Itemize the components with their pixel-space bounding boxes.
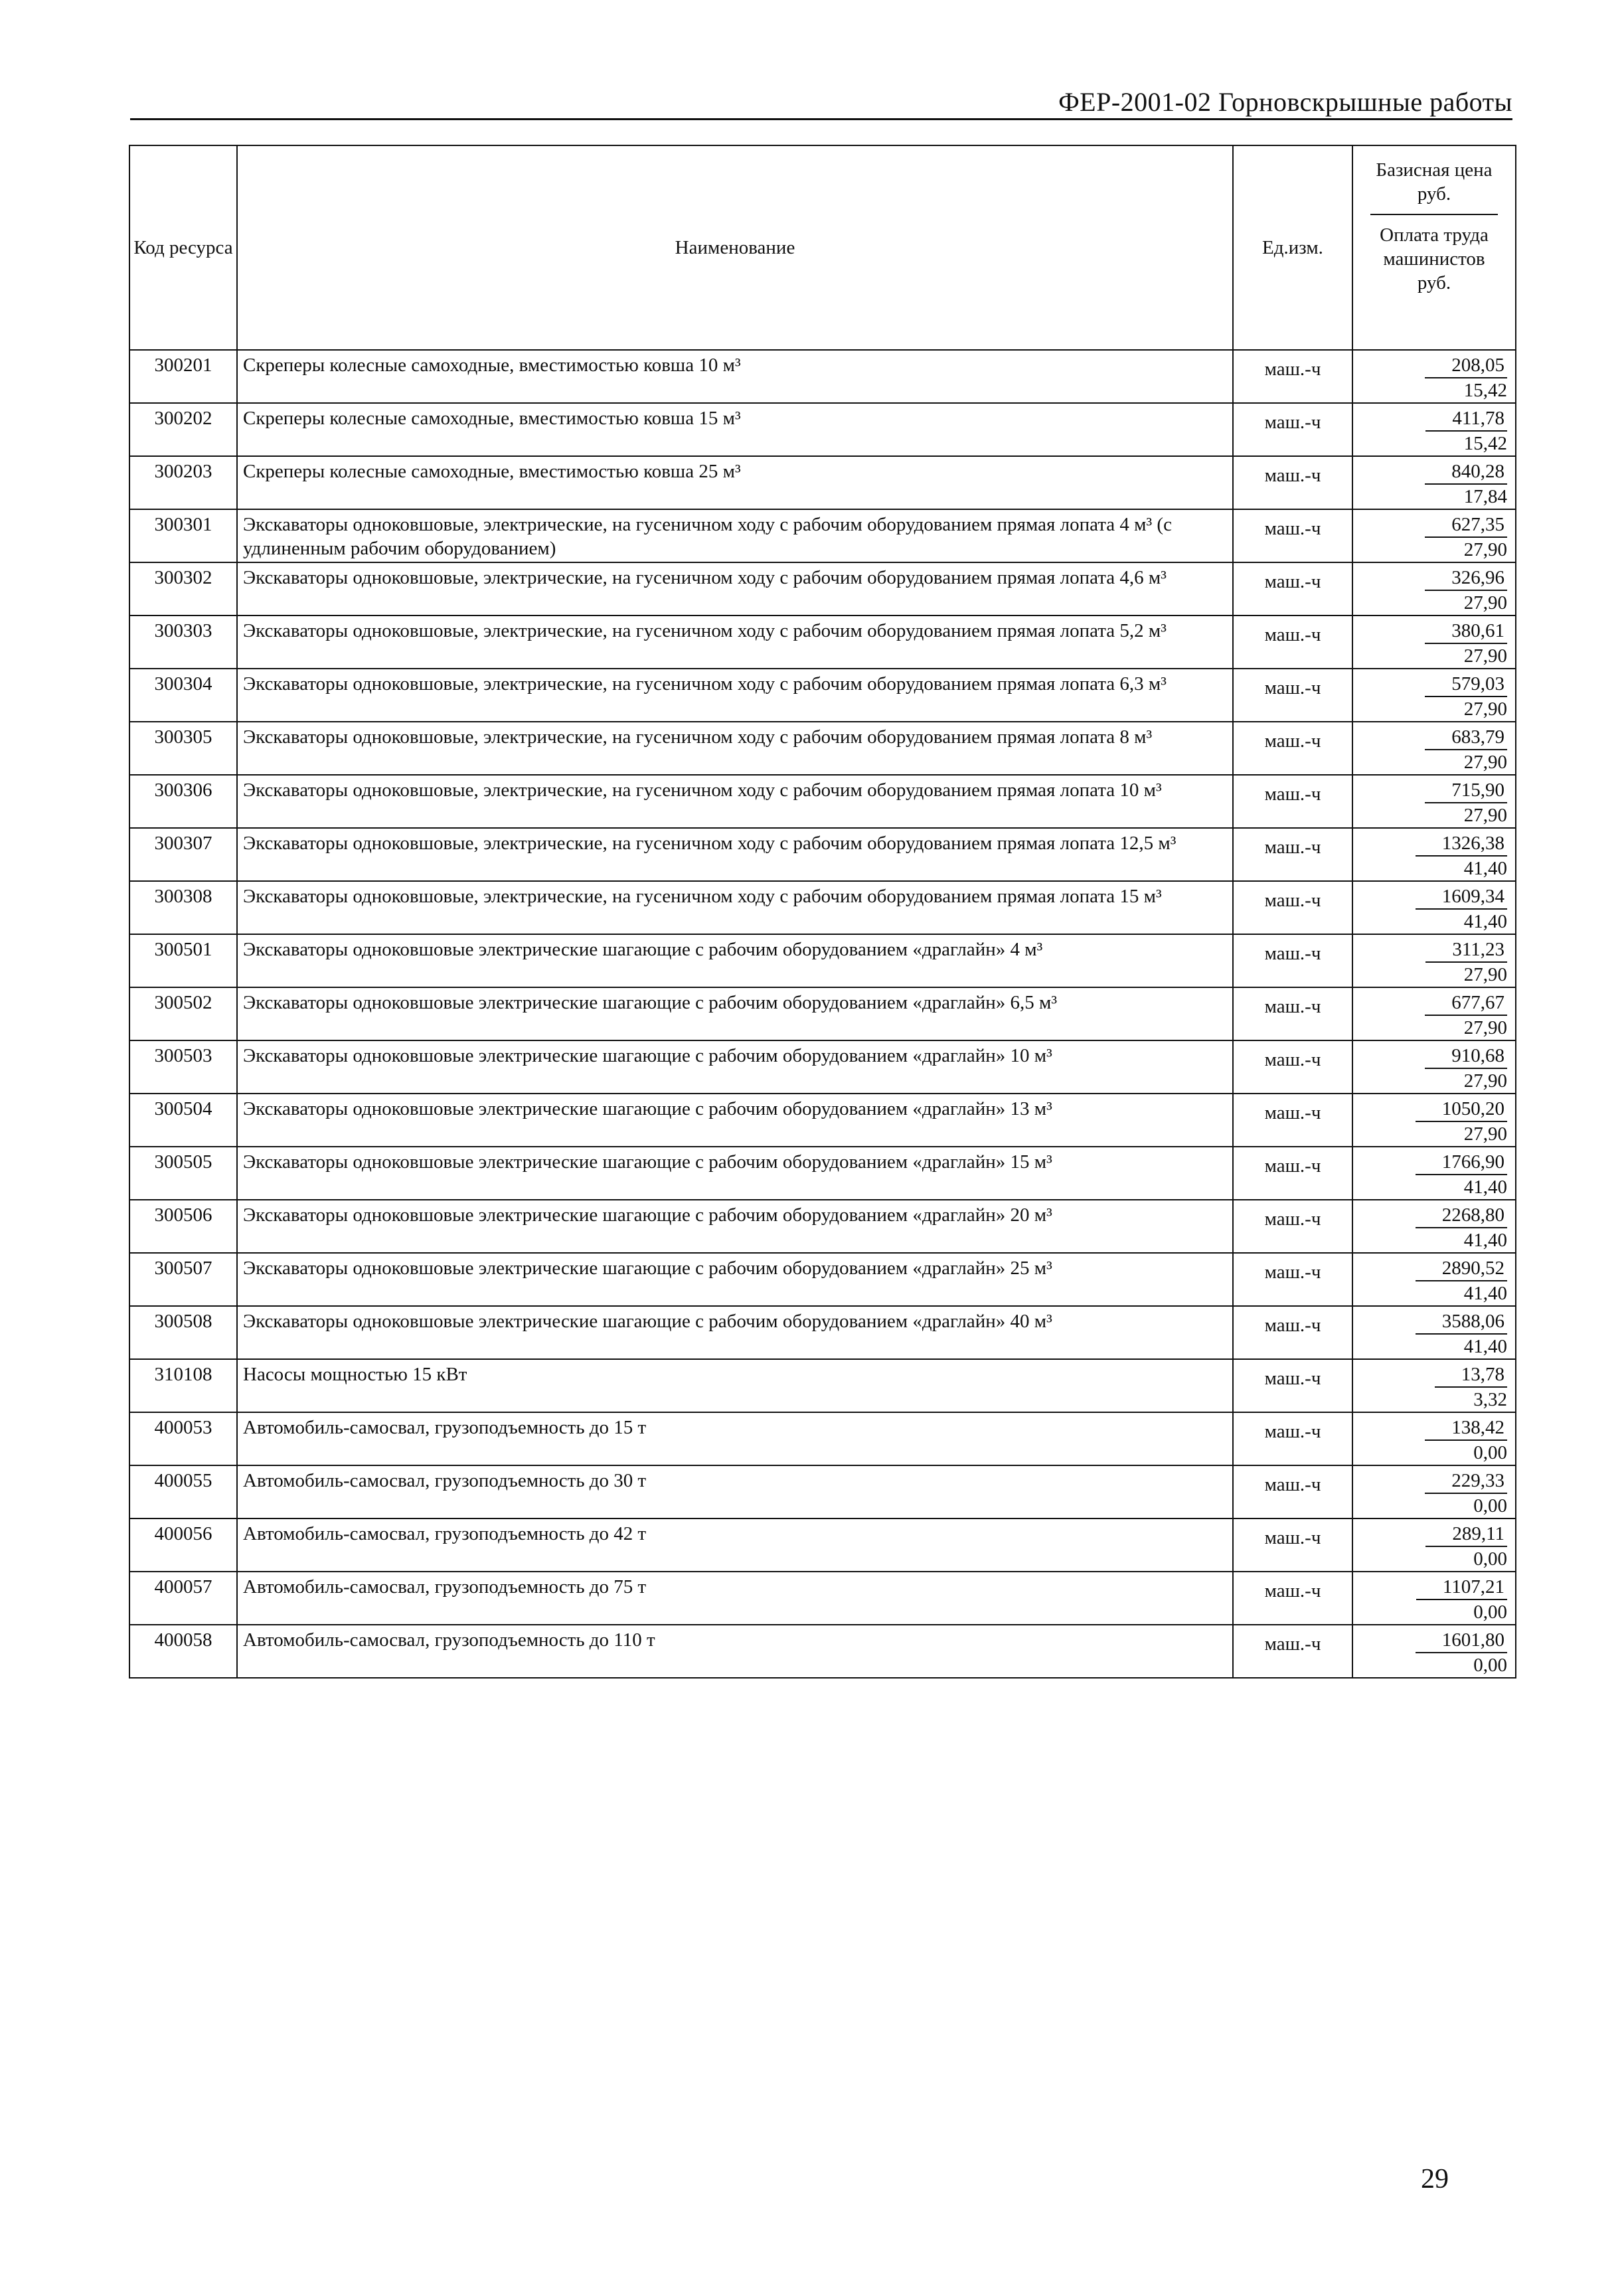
resource-unit: маш.-ч — [1233, 1625, 1352, 1678]
resource-code: 400053 — [129, 1412, 237, 1465]
resource-code: 400055 — [129, 1465, 237, 1518]
header-divider — [130, 118, 1512, 120]
document-header-title: ФЕР-2001-02 Горновскрышные работы — [1058, 87, 1512, 117]
resource-code: 300505 — [129, 1147, 237, 1200]
header-price-labor: Оплата труда машинистов руб. — [1380, 224, 1489, 293]
price-base-value: 3588,06 — [1416, 1309, 1507, 1335]
price-labor-value: 27,90 — [1463, 805, 1507, 826]
price-base-value: 1601,80 — [1416, 1628, 1507, 1653]
resource-code: 300303 — [129, 615, 237, 669]
resource-code: 300502 — [129, 987, 237, 1040]
resource-code: 300504 — [129, 1094, 237, 1147]
resource-name: Экскаваторы одноковшовые электрические шагающие с рабочим оборудованием «драглайн» 4 м³ — [237, 934, 1233, 987]
table-row — [129, 1200, 1516, 1253]
header-price — [1352, 145, 1516, 350]
price-labor-value: 27,90 — [1463, 1123, 1507, 1145]
price-base-value: 1326,38 — [1416, 831, 1507, 857]
resource-name: Автомобиль-самосвал, грузоподъемность до 110 т — [237, 1625, 1233, 1678]
price-base-value: 627,35 — [1425, 513, 1507, 538]
price-base-value: 840,28 — [1425, 459, 1507, 485]
table-row — [129, 1625, 1516, 1678]
resource-name: Скреперы колесные самоходные, вместимостью ковша 15 м³ — [237, 403, 1233, 456]
table-row — [129, 350, 1516, 403]
price-labor-value: 41,40 — [1463, 911, 1507, 932]
table-row — [129, 722, 1516, 775]
price-base-value: 2268,80 — [1416, 1203, 1507, 1228]
resource-code: 300304 — [129, 669, 237, 722]
resource-price — [1352, 1518, 1516, 1572]
resource-unit: маш.-ч — [1233, 562, 1352, 615]
price-base-value: 208,05 — [1425, 353, 1507, 378]
resource-name: Автомобиль-самосвал, грузоподъемность до 30 т — [237, 1465, 1233, 1518]
resource-price — [1352, 1306, 1516, 1359]
resource-unit: маш.-ч — [1233, 1359, 1352, 1412]
price-labor-value: 41,40 — [1463, 1283, 1507, 1304]
resource-code: 300501 — [129, 934, 237, 987]
resource-price — [1352, 1147, 1516, 1200]
table-row — [129, 1147, 1516, 1200]
resource-code: 300306 — [129, 775, 237, 828]
resource-code: 300201 — [129, 350, 237, 403]
price-labor-value: 27,90 — [1463, 752, 1507, 773]
table-row — [129, 775, 1516, 828]
resource-code: 300202 — [129, 403, 237, 456]
header-unit: Ед.изм. — [1233, 145, 1352, 350]
price-labor-value: 41,40 — [1463, 858, 1507, 879]
resource-price — [1352, 1040, 1516, 1094]
resource-price — [1352, 1200, 1516, 1253]
price-labor-value: 41,40 — [1463, 1336, 1507, 1357]
resource-unit: маш.-ч — [1233, 1040, 1352, 1094]
resource-unit: маш.-ч — [1233, 403, 1352, 456]
table-row — [129, 987, 1516, 1040]
resource-name: Экскаваторы одноковшовые электрические шагающие с рабочим оборудованием «драглайн» 6,5 м³ — [237, 987, 1233, 1040]
table-row — [129, 615, 1516, 669]
header-name: Наименование — [237, 145, 1233, 350]
price-base-value: 1050,20 — [1416, 1097, 1507, 1122]
resource-unit: маш.-ч — [1233, 615, 1352, 669]
resource-unit: маш.-ч — [1233, 456, 1352, 509]
table-row — [129, 509, 1516, 562]
price-labor-value: 15,42 — [1463, 380, 1507, 401]
resource-code: 310108 — [129, 1359, 237, 1412]
resource-unit: маш.-ч — [1233, 1465, 1352, 1518]
resource-price — [1352, 934, 1516, 987]
resource-code: 300308 — [129, 881, 237, 934]
resource-name: Экскаваторы одноковшовые электрические шагающие с рабочим оборудованием «драглайн» 15 м³ — [237, 1147, 1233, 1200]
resource-name: Скреперы колесные самоходные, вместимостью ковша 25 м³ — [237, 456, 1233, 509]
resource-price — [1352, 1625, 1516, 1678]
resource-code: 400058 — [129, 1625, 237, 1678]
price-labor-value: 27,90 — [1463, 1017, 1507, 1038]
resource-unit: маш.-ч — [1233, 987, 1352, 1040]
resource-price — [1352, 1412, 1516, 1465]
header-price-base: Базисная цена руб. — [1370, 158, 1498, 215]
price-base-value: 229,33 — [1425, 1469, 1507, 1494]
resource-name: Экскаваторы одноковшовые, электрические, на гусеничном ходу с рабочим оборудованием прямая лопата 4,6 м³ — [237, 562, 1233, 615]
resource-price — [1352, 403, 1516, 456]
resource-price — [1352, 562, 1516, 615]
resource-unit: маш.-ч — [1233, 1094, 1352, 1147]
price-base-value: 579,03 — [1425, 672, 1507, 697]
price-base-value: 683,79 — [1425, 725, 1507, 750]
resource-price — [1352, 509, 1516, 562]
resource-name: Скреперы колесные самоходные, вместимостью ковша 10 м³ — [237, 350, 1233, 403]
price-labor-value: 41,40 — [1463, 1230, 1507, 1251]
price-base-value: 1107,21 — [1416, 1575, 1507, 1600]
resource-price — [1352, 987, 1516, 1040]
resource-name: Экскаваторы одноковшовые, электрические, на гусеничном ходу с рабочим оборудованием прямая лопата 4 м³ (с удлиненным рабочим оборудованием) — [237, 509, 1233, 562]
resource-code: 300503 — [129, 1040, 237, 1094]
price-base-value: 289,11 — [1425, 1522, 1507, 1547]
resource-price — [1352, 1572, 1516, 1625]
resource-name: Автомобиль-самосвал, грузоподъемность до 15 т — [237, 1412, 1233, 1465]
resource-unit: маш.-ч — [1233, 1253, 1352, 1306]
resource-price — [1352, 828, 1516, 881]
resource-unit: маш.-ч — [1233, 775, 1352, 828]
price-base-value: 311,23 — [1425, 938, 1507, 963]
price-base-value: 411,78 — [1425, 406, 1507, 432]
price-labor-value: 27,90 — [1463, 1070, 1507, 1092]
resource-name: Экскаваторы одноковшовые, электрические, на гусеничном ходу с рабочим оборудованием прямая лопата 8 м³ — [237, 722, 1233, 775]
page-number: 29 — [1421, 2164, 1449, 2194]
resource-unit: маш.-ч — [1233, 1200, 1352, 1253]
resource-price — [1352, 775, 1516, 828]
table-row — [129, 1518, 1516, 1572]
table-row — [129, 881, 1516, 934]
resource-name: Экскаваторы одноковшовые электрические шагающие с рабочим оборудованием «драглайн» 25 м³ — [237, 1253, 1233, 1306]
price-labor-value: 0,00 — [1473, 1495, 1507, 1517]
resource-name: Экскаваторы одноковшовые, электрические, на гусеничном ходу с рабочим оборудованием прямая лопата 15 м³ — [237, 881, 1233, 934]
price-labor-value: 41,40 — [1463, 1177, 1507, 1198]
resource-price — [1352, 1359, 1516, 1412]
table-header-row — [129, 145, 1516, 350]
resource-name: Экскаваторы одноковшовые электрические шагающие с рабочим оборудованием «драглайн» 40 м³ — [237, 1306, 1233, 1359]
table-row — [129, 669, 1516, 722]
resource-name: Экскаваторы одноковшовые электрические шагающие с рабочим оборудованием «драглайн» 10 м³ — [237, 1040, 1233, 1094]
resource-unit: маш.-ч — [1233, 669, 1352, 722]
price-labor-value: 27,90 — [1463, 964, 1507, 985]
price-labor-value: 0,00 — [1473, 1548, 1507, 1570]
resource-code: 300506 — [129, 1200, 237, 1253]
resource-code: 300301 — [129, 509, 237, 562]
table-row — [129, 403, 1516, 456]
price-base-value: 326,96 — [1425, 566, 1507, 591]
table-row — [129, 828, 1516, 881]
resource-code: 300203 — [129, 456, 237, 509]
price-labor-value: 0,00 — [1473, 1442, 1507, 1463]
resource-unit: маш.-ч — [1233, 350, 1352, 403]
resource-unit: маш.-ч — [1233, 722, 1352, 775]
resource-price — [1352, 722, 1516, 775]
resource-name: Экскаваторы одноковшовые, электрические, на гусеничном ходу с рабочим оборудованием прямая лопата 10 м³ — [237, 775, 1233, 828]
resource-price — [1352, 669, 1516, 722]
price-labor-value: 27,90 — [1463, 539, 1507, 560]
resource-code: 300302 — [129, 562, 237, 615]
resource-unit: маш.-ч — [1233, 1306, 1352, 1359]
table-row — [129, 1572, 1516, 1625]
resource-price — [1352, 350, 1516, 403]
resource-unit: маш.-ч — [1233, 1518, 1352, 1572]
resource-name: Экскаваторы одноковшовые электрические шагающие с рабочим оборудованием «драглайн» 20 м³ — [237, 1200, 1233, 1253]
price-labor-value: 27,90 — [1463, 698, 1507, 720]
resource-name: Экскаваторы одноковшовые, электрические, на гусеничном ходу с рабочим оборудованием прямая лопата 6,3 м³ — [237, 669, 1233, 722]
resource-code: 300508 — [129, 1306, 237, 1359]
resource-price — [1352, 456, 1516, 509]
resource-unit: маш.-ч — [1233, 1412, 1352, 1465]
price-base-value: 380,61 — [1425, 619, 1507, 644]
price-base-value: 2890,52 — [1416, 1256, 1507, 1281]
price-base-value: 138,42 — [1425, 1416, 1507, 1441]
resource-code: 400057 — [129, 1572, 237, 1625]
resource-code: 400056 — [129, 1518, 237, 1572]
resource-name: Автомобиль-самосвал, грузоподъемность до 42 т — [237, 1518, 1233, 1572]
resource-price — [1352, 615, 1516, 669]
table-row — [129, 1094, 1516, 1147]
price-base-value: 1766,90 — [1416, 1150, 1507, 1175]
resource-price-table — [129, 145, 1516, 1679]
resource-unit: маш.-ч — [1233, 828, 1352, 881]
price-labor-value: 27,90 — [1463, 645, 1507, 667]
resource-unit: маш.-ч — [1233, 934, 1352, 987]
price-labor-value: 0,00 — [1473, 1601, 1507, 1623]
resource-code: 300307 — [129, 828, 237, 881]
price-base-value: 677,67 — [1425, 991, 1507, 1016]
price-labor-value: 17,84 — [1463, 486, 1507, 507]
resource-code: 300305 — [129, 722, 237, 775]
price-base-value: 910,68 — [1425, 1044, 1507, 1069]
price-labor-value: 27,90 — [1463, 592, 1507, 614]
resource-price — [1352, 1094, 1516, 1147]
header-code: Код ресурса — [129, 145, 237, 350]
price-base-value: 13,78 — [1435, 1362, 1507, 1388]
resource-name: Экскаваторы одноковшовые электрические шагающие с рабочим оборудованием «драглайн» 13 м³ — [237, 1094, 1233, 1147]
resource-name: Экскаваторы одноковшовые, электрические, на гусеничном ходу с рабочим оборудованием прямая лопата 12,5 м³ — [237, 828, 1233, 881]
table-row — [129, 562, 1516, 615]
table-row — [129, 1306, 1516, 1359]
resource-price — [1352, 1253, 1516, 1306]
table-row — [129, 1359, 1516, 1412]
resource-price — [1352, 881, 1516, 934]
resource-name: Автомобиль-самосвал, грузоподъемность до 75 т — [237, 1572, 1233, 1625]
price-base-value: 1609,34 — [1416, 884, 1507, 910]
price-labor-value: 0,00 — [1473, 1655, 1507, 1676]
resource-unit: маш.-ч — [1233, 1572, 1352, 1625]
table-row — [129, 1253, 1516, 1306]
table-row — [129, 1040, 1516, 1094]
price-labor-value: 15,42 — [1463, 433, 1507, 454]
resource-code: 300507 — [129, 1253, 237, 1306]
price-labor-value: 3,32 — [1473, 1389, 1507, 1410]
resource-unit: маш.-ч — [1233, 881, 1352, 934]
resource-unit: маш.-ч — [1233, 509, 1352, 562]
resource-name: Насосы мощностью 15 кВт — [237, 1359, 1233, 1412]
resource-unit: маш.-ч — [1233, 1147, 1352, 1200]
table-row — [129, 1412, 1516, 1465]
table-row — [129, 1465, 1516, 1518]
table-row — [129, 934, 1516, 987]
resource-name: Экскаваторы одноковшовые, электрические, на гусеничном ходу с рабочим оборудованием прямая лопата 5,2 м³ — [237, 615, 1233, 669]
table-row — [129, 456, 1516, 509]
resource-price — [1352, 1465, 1516, 1518]
price-base-value: 715,90 — [1425, 778, 1507, 803]
